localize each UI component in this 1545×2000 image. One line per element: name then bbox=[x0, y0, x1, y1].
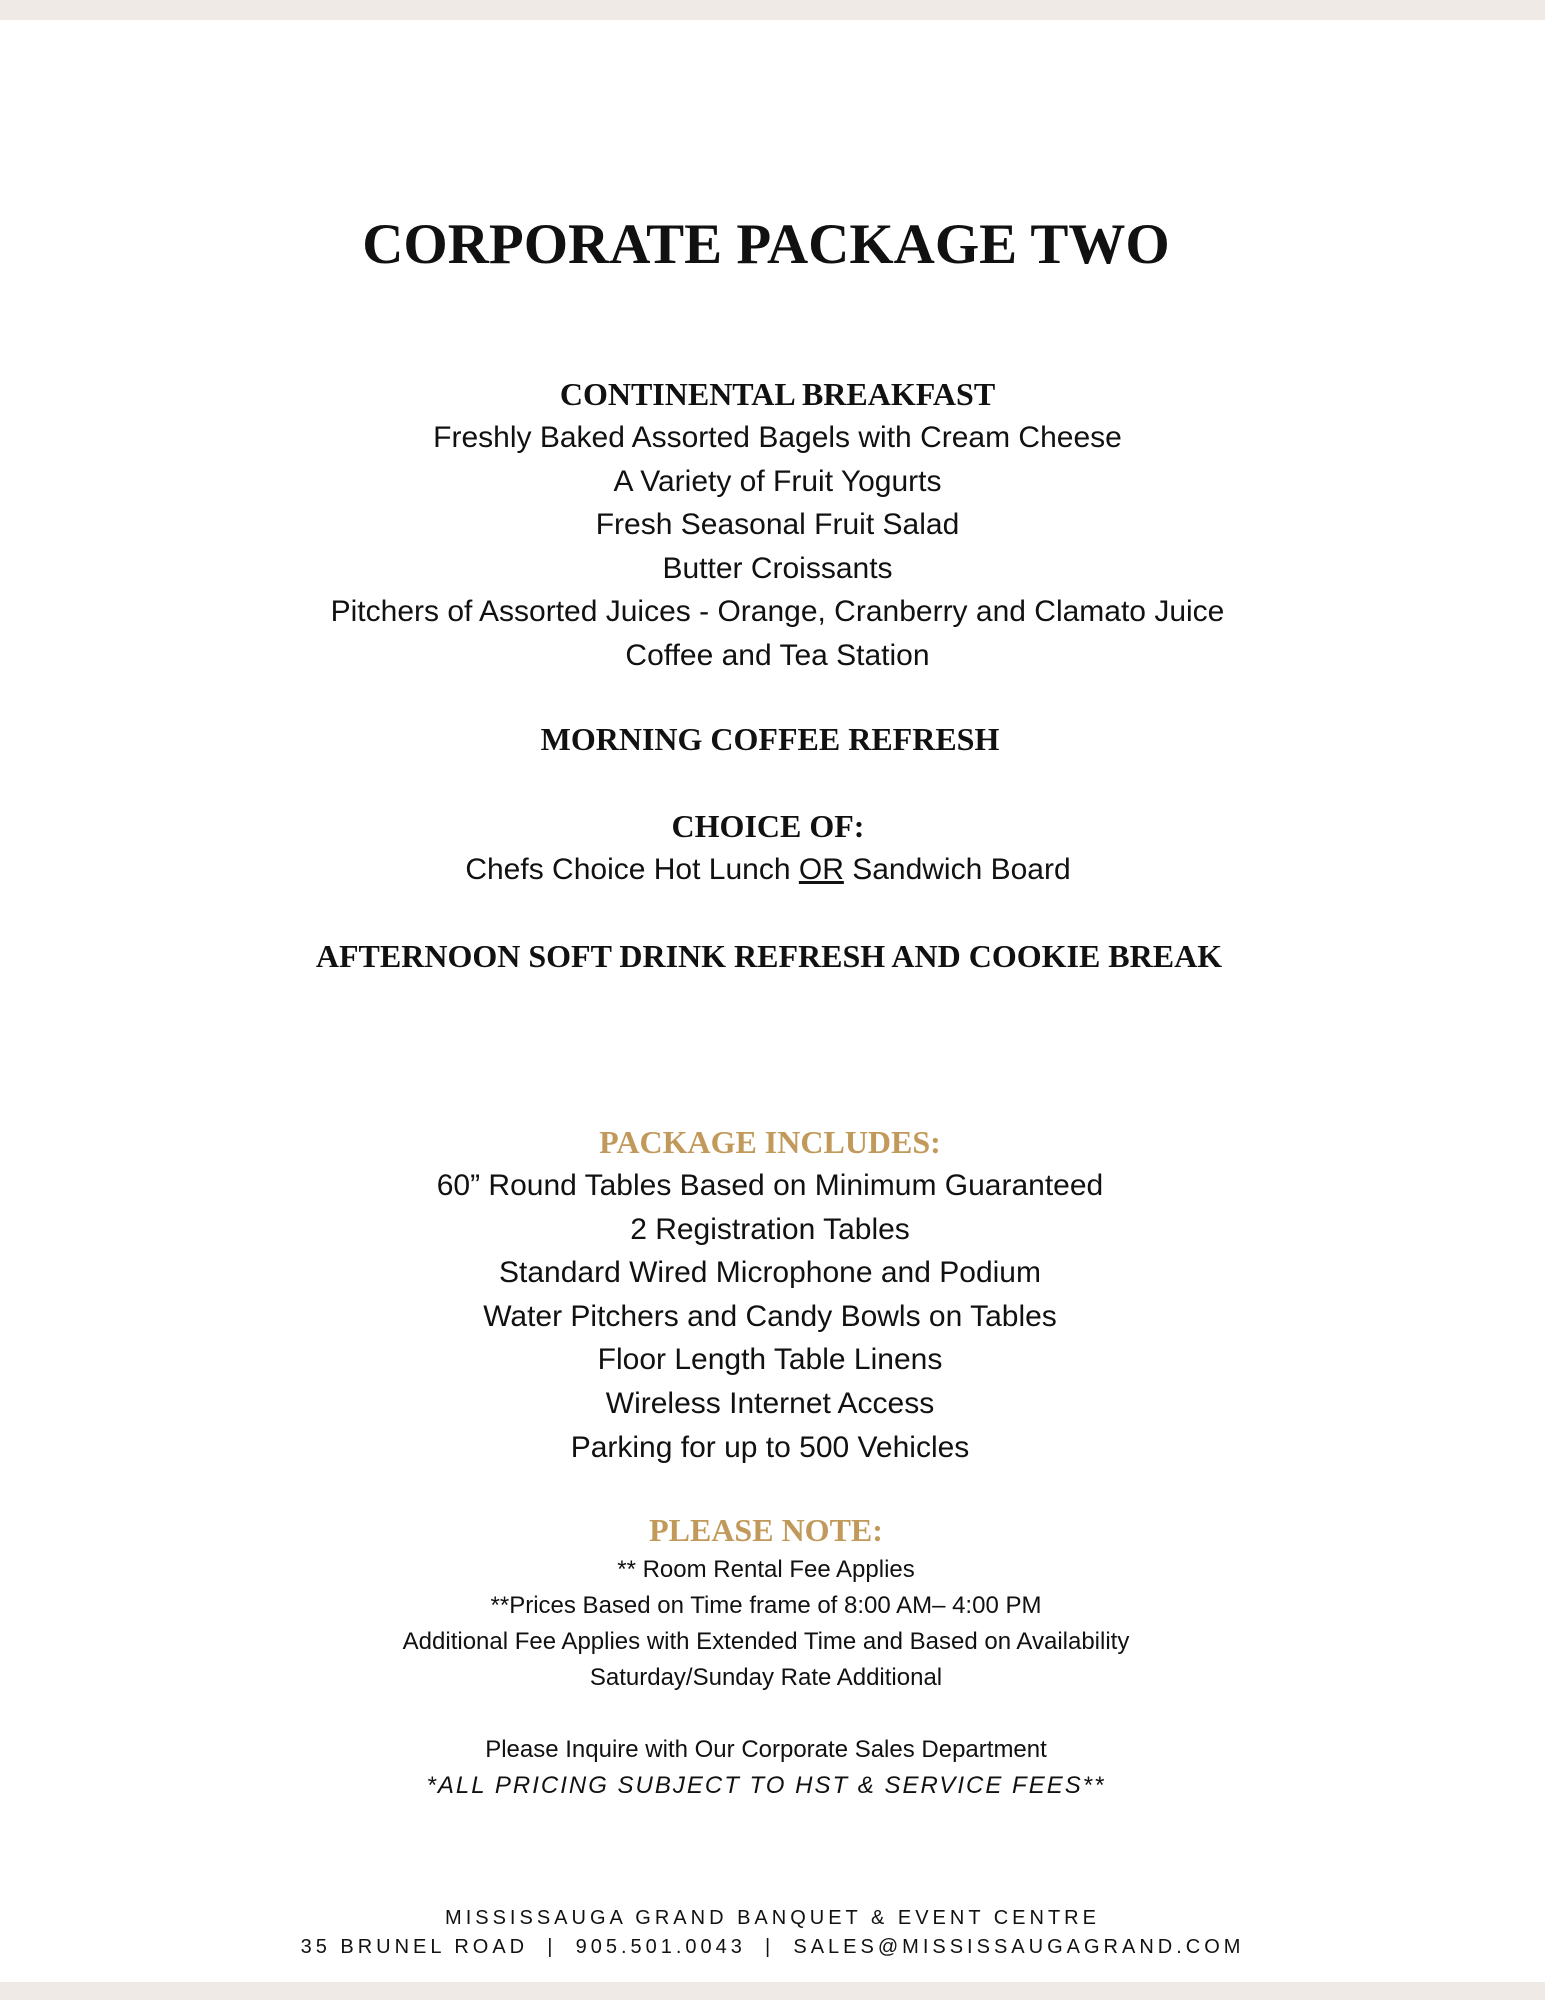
page-title: CORPORATE PACKAGE TWO bbox=[362, 213, 1170, 276]
footer-email: SALES@MISSISSAUGAGRAND.COM bbox=[793, 1936, 1245, 1958]
choice-heading: CHOICE OF: bbox=[671, 808, 865, 844]
footer-separator: | bbox=[765, 1936, 775, 1958]
breakfast-section bbox=[0, 372, 1545, 678]
pricing-disclaimer: *ALL PRICING SUBJECT TO HST & SERVICE FEES** bbox=[426, 1772, 1106, 1799]
includes-section bbox=[0, 1120, 1540, 1469]
breakfast-item: Coffee and Tea Station bbox=[625, 638, 930, 672]
afternoon-heading: AFTERNOON SOFT DRINK REFRESH AND COOKIE BREAK bbox=[315, 938, 1223, 974]
afternoon-section bbox=[0, 934, 1538, 978]
footer-phone: 905.501.0043 bbox=[575, 1936, 746, 1958]
choice-connector: OR bbox=[798, 853, 844, 886]
inquire-text: Please Inquire with Our Corporate Sales Department bbox=[485, 1736, 1047, 1763]
footer-separator: | bbox=[547, 1936, 557, 1958]
note-item: ** Room Rental Fee Applies bbox=[617, 1556, 915, 1583]
includes-item: Parking for up to 500 Vehicles bbox=[570, 1430, 970, 1464]
note-item: Saturday/Sunday Rate Additional bbox=[589, 1664, 943, 1691]
breakfast-item: Butter Croissants bbox=[662, 551, 893, 585]
includes-item: 60” Round Tables Based on Minimum Guaranteed bbox=[436, 1169, 1104, 1202]
breakfast-item: Freshly Baked Assorted Bagels with Cream Cheese bbox=[433, 421, 1122, 454]
choice-section bbox=[0, 804, 1536, 892]
note-item: Additional Fee Applies with Extended Time and Based on Availability bbox=[402, 1628, 1130, 1655]
notes-section bbox=[0, 1508, 1532, 1804]
includes-item: 2 Registration Tables bbox=[630, 1212, 910, 1246]
note-spacer bbox=[0, 1696, 1532, 1732]
morning-refresh-section bbox=[0, 717, 1540, 761]
breakfast-item: A Variety of Fruit Yogurts bbox=[613, 464, 942, 498]
breakfast-heading: CONTINENTAL BREAKFAST bbox=[559, 376, 996, 412]
includes-item: Wireless Internet Access bbox=[605, 1386, 935, 1420]
includes-item: Floor Length Table Linens bbox=[597, 1343, 943, 1377]
note-item: **Prices Based on Time frame of 8:00 AM– 4:00 PM bbox=[490, 1592, 1042, 1619]
menu-page bbox=[0, 20, 1545, 1982]
includes-item: Standard Wired Microphone and Podium bbox=[499, 1256, 1041, 1290]
footer-venue: MISSISSAUGA GRAND BANQUET & EVENT CENTRE bbox=[445, 1907, 1100, 1929]
choice-option-hot-lunch: Chefs Choice Hot Lunch bbox=[465, 853, 791, 886]
choice-line bbox=[0, 848, 1536, 892]
breakfast-item: Pitchers of Assorted Juices - Orange, Cranberry and Clamato Juice bbox=[330, 595, 1225, 629]
notes-heading: PLEASE NOTE: bbox=[649, 1512, 883, 1548]
includes-item: Water Pitchers and Candy Bowls on Tables bbox=[483, 1299, 1057, 1333]
choice-option-sandwich: Sandwich Board bbox=[852, 853, 1071, 886]
includes-heading: PACKAGE INCLUDES: bbox=[599, 1124, 941, 1160]
morning-refresh-heading: MORNING COFFEE REFRESH bbox=[540, 721, 1000, 757]
breakfast-item: Fresh Seasonal Fruit Salad bbox=[595, 508, 960, 542]
footer-address: 35 BRUNEL ROAD bbox=[300, 1936, 529, 1958]
footer-contact bbox=[0, 1933, 1545, 1962]
footer bbox=[0, 1904, 1545, 1962]
